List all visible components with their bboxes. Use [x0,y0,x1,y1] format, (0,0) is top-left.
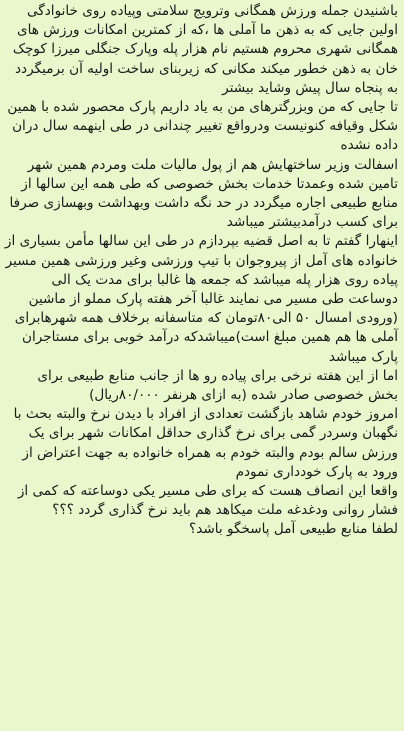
message-text: باشنیدن جمله ورزش همگانی وترویج سلامتی وپیاده روی خانوادگی اولین جایی که به ذهن ما آملی ها ،که از کمترین امکانات ورزش های همگانی شهری محروم هستیم نام هزار پله وپارک جنگلی میرزا کوچک خان به ذهن خطور میکند مکانی که زیربنای ساخت اولیه آن برمیگردد به پنجاه سال پیش وشاید بیشتر تا جایی که من وبزرگترهای من به یاد داریم پارک محصور شده با همین شکل وقیافه کنونیست ودرواقع تغییر چندانی در طی اینهمه سال دران داده نشده اسفالت وزیر ساختهایش هم از پول مالیات ملت ومردم همین شهر تامین شده وعمدتا خدمات بخش خصوصی که طی همه این سالها از منابع طبیعی اجاره میگردد در حد نگه داشت وبهداشت وبهسازی صرفا برای کسب درآمدبیشتر میباشد اینهارا گفتم تا به اصل قضیه بپردازم در طی این سالها مأمن بسیاری از خانواده های آمل از پیروجوان با تیپ ورزشی وغیر ورزشی همین مسیر پیاده روی هزار پله میباشد که جمعه ها غالبا برای مدت یک الی دوساعت طی مسیر می نمایند غالبا آخر هفته پارک مملو از ماشین (ورودی امسال ۵۰ الی۸۰تومان که متاسفانه برخلاف همه شهرهابرای آملی ها هم همین مبلغ است)میباشدکه درآمد خوبی برای مستاجران پارک میباشد اما از این هفته نرخی برای پیاده رو ها از جانب منابع طبیعی برای بخش خصوصی صادر شده (به ازای هرنفر ۸۰/۰۰۰ریال) امروز خودم شاهد بازگشت تعدادی از افراد با دیدن نرخ والبته بحث با نگهبان وسردر گمی برای نرخ گذاری حداقل امکانات شهر برای یک ورزش سالم بودم والبته خودم به همراه خانواده به جهت اعتراض از ورود به پارک خودداری نمودم واقعا این انصاف هست که برای طی مسیر یکی دوساعته که کمی از فشار روانی ودغدغه ملت میکاهد هم باید نرخ گذاری گردد ؟؟؟ لطفا منابع طبیعی آمل پاسخگو باشد؟ [4,3,398,538]
